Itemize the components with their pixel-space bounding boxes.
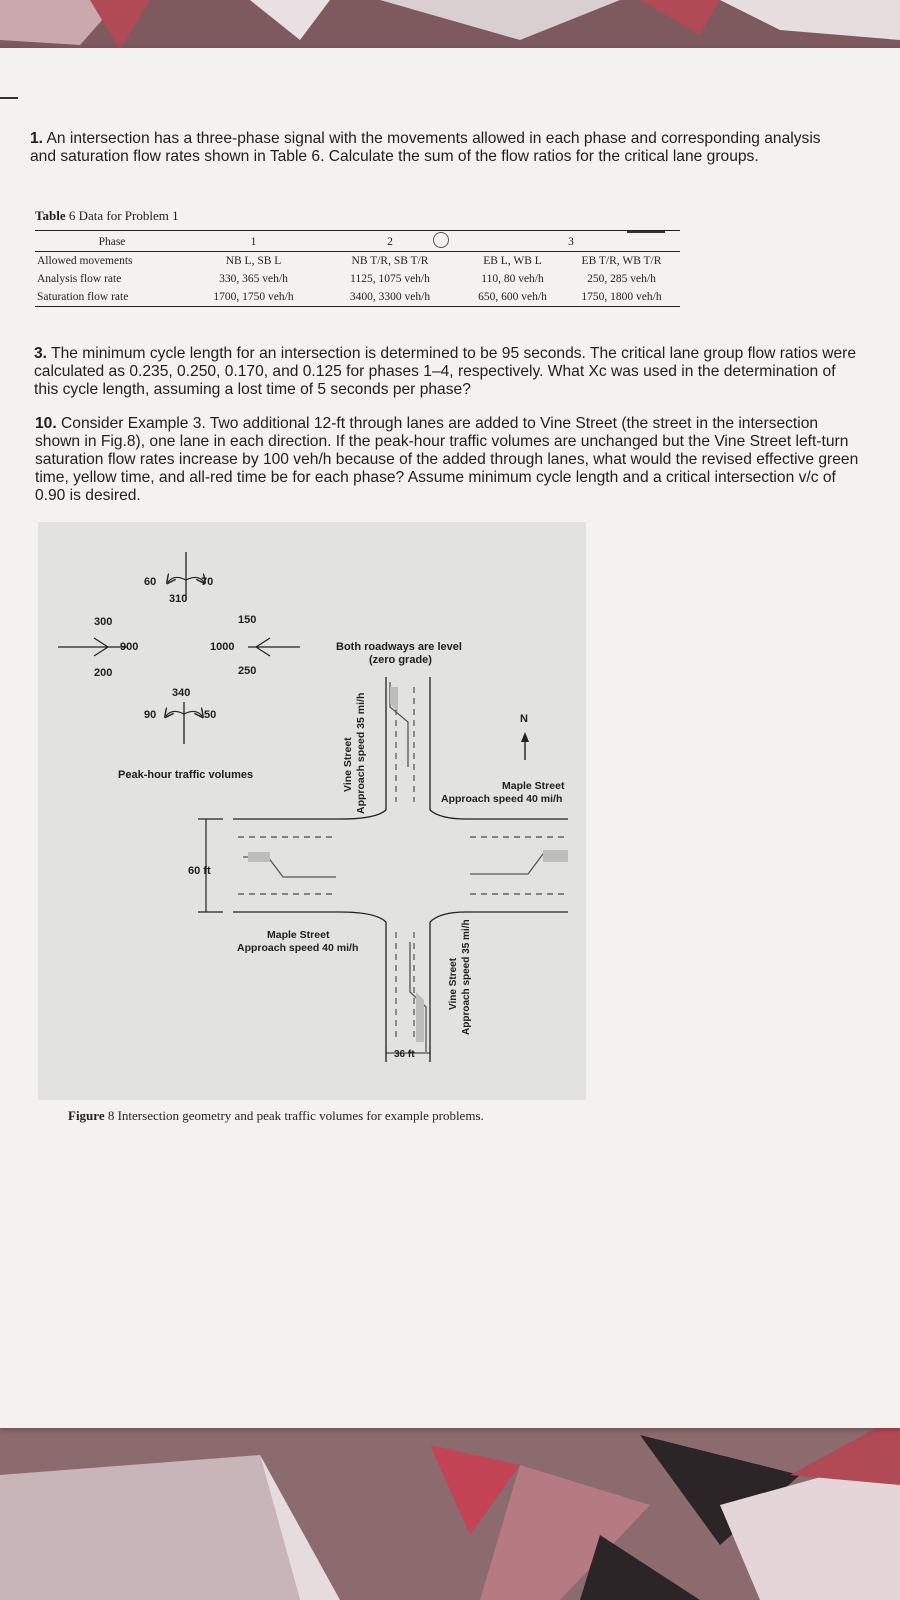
grade-note: (zero grade)	[369, 654, 432, 666]
margin-mark	[0, 97, 18, 99]
volume-label: 70	[201, 576, 214, 588]
problem-3-number: 3.	[34, 345, 48, 362]
volume-label: 300	[94, 616, 113, 628]
problem-10	[35, 415, 865, 505]
volume-label: 310	[169, 593, 188, 605]
background-fabric-bottom	[0, 1415, 900, 1600]
volumes-caption: Peak-hour traffic volumes	[118, 769, 254, 781]
table-cell: Analysis flow rate	[37, 273, 122, 285]
figure-caption-text: 8 Intersection geometry and peak traffic volumes for example problems.	[107, 1108, 484, 1123]
northbound-volumes	[144, 687, 216, 744]
north-label: N	[520, 713, 528, 725]
maple-street-speed: Approach speed 40 mi/h	[237, 942, 359, 954]
grade-note: Both roadways are level	[336, 641, 462, 653]
table-caption-text: 6 Data for Problem 1	[68, 208, 179, 223]
volume-label: 150	[238, 614, 257, 626]
table-6	[35, 208, 685, 307]
volume-label: 900	[120, 641, 139, 653]
table-row	[35, 252, 680, 271]
table-cell: 330, 365 veh/h	[219, 273, 288, 285]
table-cell: 250, 285 veh/h	[587, 273, 656, 285]
table-cell: 1700, 1750 veh/h	[189, 288, 318, 307]
westbound-volumes	[210, 614, 300, 677]
vine-street-speed: Approach speed 35 mi/h	[461, 919, 472, 1035]
table-cell: 650, 600 veh/h	[462, 288, 563, 307]
pen-circle-mark	[433, 232, 449, 248]
table-caption-label: Table	[35, 208, 66, 223]
pen-dash-mark	[627, 231, 665, 233]
problem-10-text: Consider Example 3. Two additional 12-ft through lanes are added to Vine Street (the street in the intersection shown in Fig.8), one lane in each direction. If the peak-hour traffic volumes are unchanged but the Vine Street left-turn saturation flow rates increase by 100 veh/h because of the added through lanes, what would the revised effective green time, yellow time, and all-red time be for each phase? Assume minimum cycle length and a critical intersection v/c of 0.90 is desired.	[35, 415, 859, 504]
volume-label: 50	[204, 709, 217, 721]
table-cell: 1750, 1800 veh/h	[563, 288, 680, 307]
table-header-row	[35, 231, 680, 252]
table-cell: EB L, WB L	[483, 255, 542, 267]
eastbound-volumes	[58, 616, 138, 679]
table-cell: EB T/R, WB T/R	[581, 255, 662, 267]
figure-caption	[68, 1108, 608, 1124]
maple-street-label: Maple Street	[502, 780, 565, 792]
table-header-phase-1: 1	[189, 231, 318, 252]
table-cell: Saturation flow rate	[35, 288, 189, 307]
north-arrow-icon	[521, 732, 529, 760]
intersection-figure	[38, 522, 586, 1100]
vine-street-label: Vine Street	[448, 957, 459, 1010]
intersection-geometry	[233, 677, 568, 1062]
volume-label: 60	[144, 576, 157, 588]
problem-3-text: The minimum cycle length for an intersection is determined to be 95 seconds. The critical lane group flow ratios were calculated as 0.235, 0.250, 0.170, and 0.125 for phases 1–4, respectively. What Xc was used in the determination of this cycle length, assuming a lost time of 5 seconds per phase?	[34, 345, 856, 398]
table-header-phase-3: 3	[462, 231, 680, 252]
volume-label: 1000	[210, 641, 235, 653]
problem-1-number: 1.	[30, 130, 44, 147]
problem-10-number: 10.	[35, 415, 57, 432]
volume-label: 90	[144, 709, 157, 721]
table-cell: Allowed movements	[37, 255, 133, 267]
table-cell: 110, 80 veh/h	[481, 273, 544, 285]
data-table	[35, 230, 680, 307]
problem-1	[30, 130, 850, 166]
table-row	[35, 288, 680, 307]
vine-street-speed: Approach speed 35 mi/h	[355, 692, 367, 814]
vine-street-label: Vine Street	[342, 737, 354, 792]
table-caption	[35, 208, 685, 224]
table-cell: 3400, 3300 veh/h	[318, 288, 462, 307]
table-cell: 1125, 1075 veh/h	[350, 273, 430, 285]
table-cell: NB L, SB L	[225, 255, 282, 267]
volume-label: 200	[94, 667, 113, 679]
volume-label: 340	[172, 687, 191, 699]
maple-street-speed: Approach speed 40 mi/h	[441, 793, 563, 805]
volume-label: 250	[238, 665, 257, 677]
maple-street-label: Maple Street	[267, 929, 330, 941]
table-header-phase-2: 2	[318, 231, 462, 252]
problem-1-text: An intersection has a three-phase signal with the movements allowed in each phase and corresponding analysis and saturation flow rates shown in Table 6. Calculate the sum of the flow ratios for the critical lane groups.	[30, 130, 821, 165]
figure-caption-label: Figure	[68, 1108, 105, 1123]
table-cell: NB T/R, SB T/R	[351, 255, 429, 267]
dimension-label: 60 ft	[188, 865, 211, 877]
table-row	[35, 270, 680, 288]
southbound-volumes	[144, 552, 213, 605]
problem-3	[34, 345, 864, 399]
dimension-label: 36 ft	[394, 1049, 415, 1060]
table-header-phase: Phase	[35, 231, 189, 252]
